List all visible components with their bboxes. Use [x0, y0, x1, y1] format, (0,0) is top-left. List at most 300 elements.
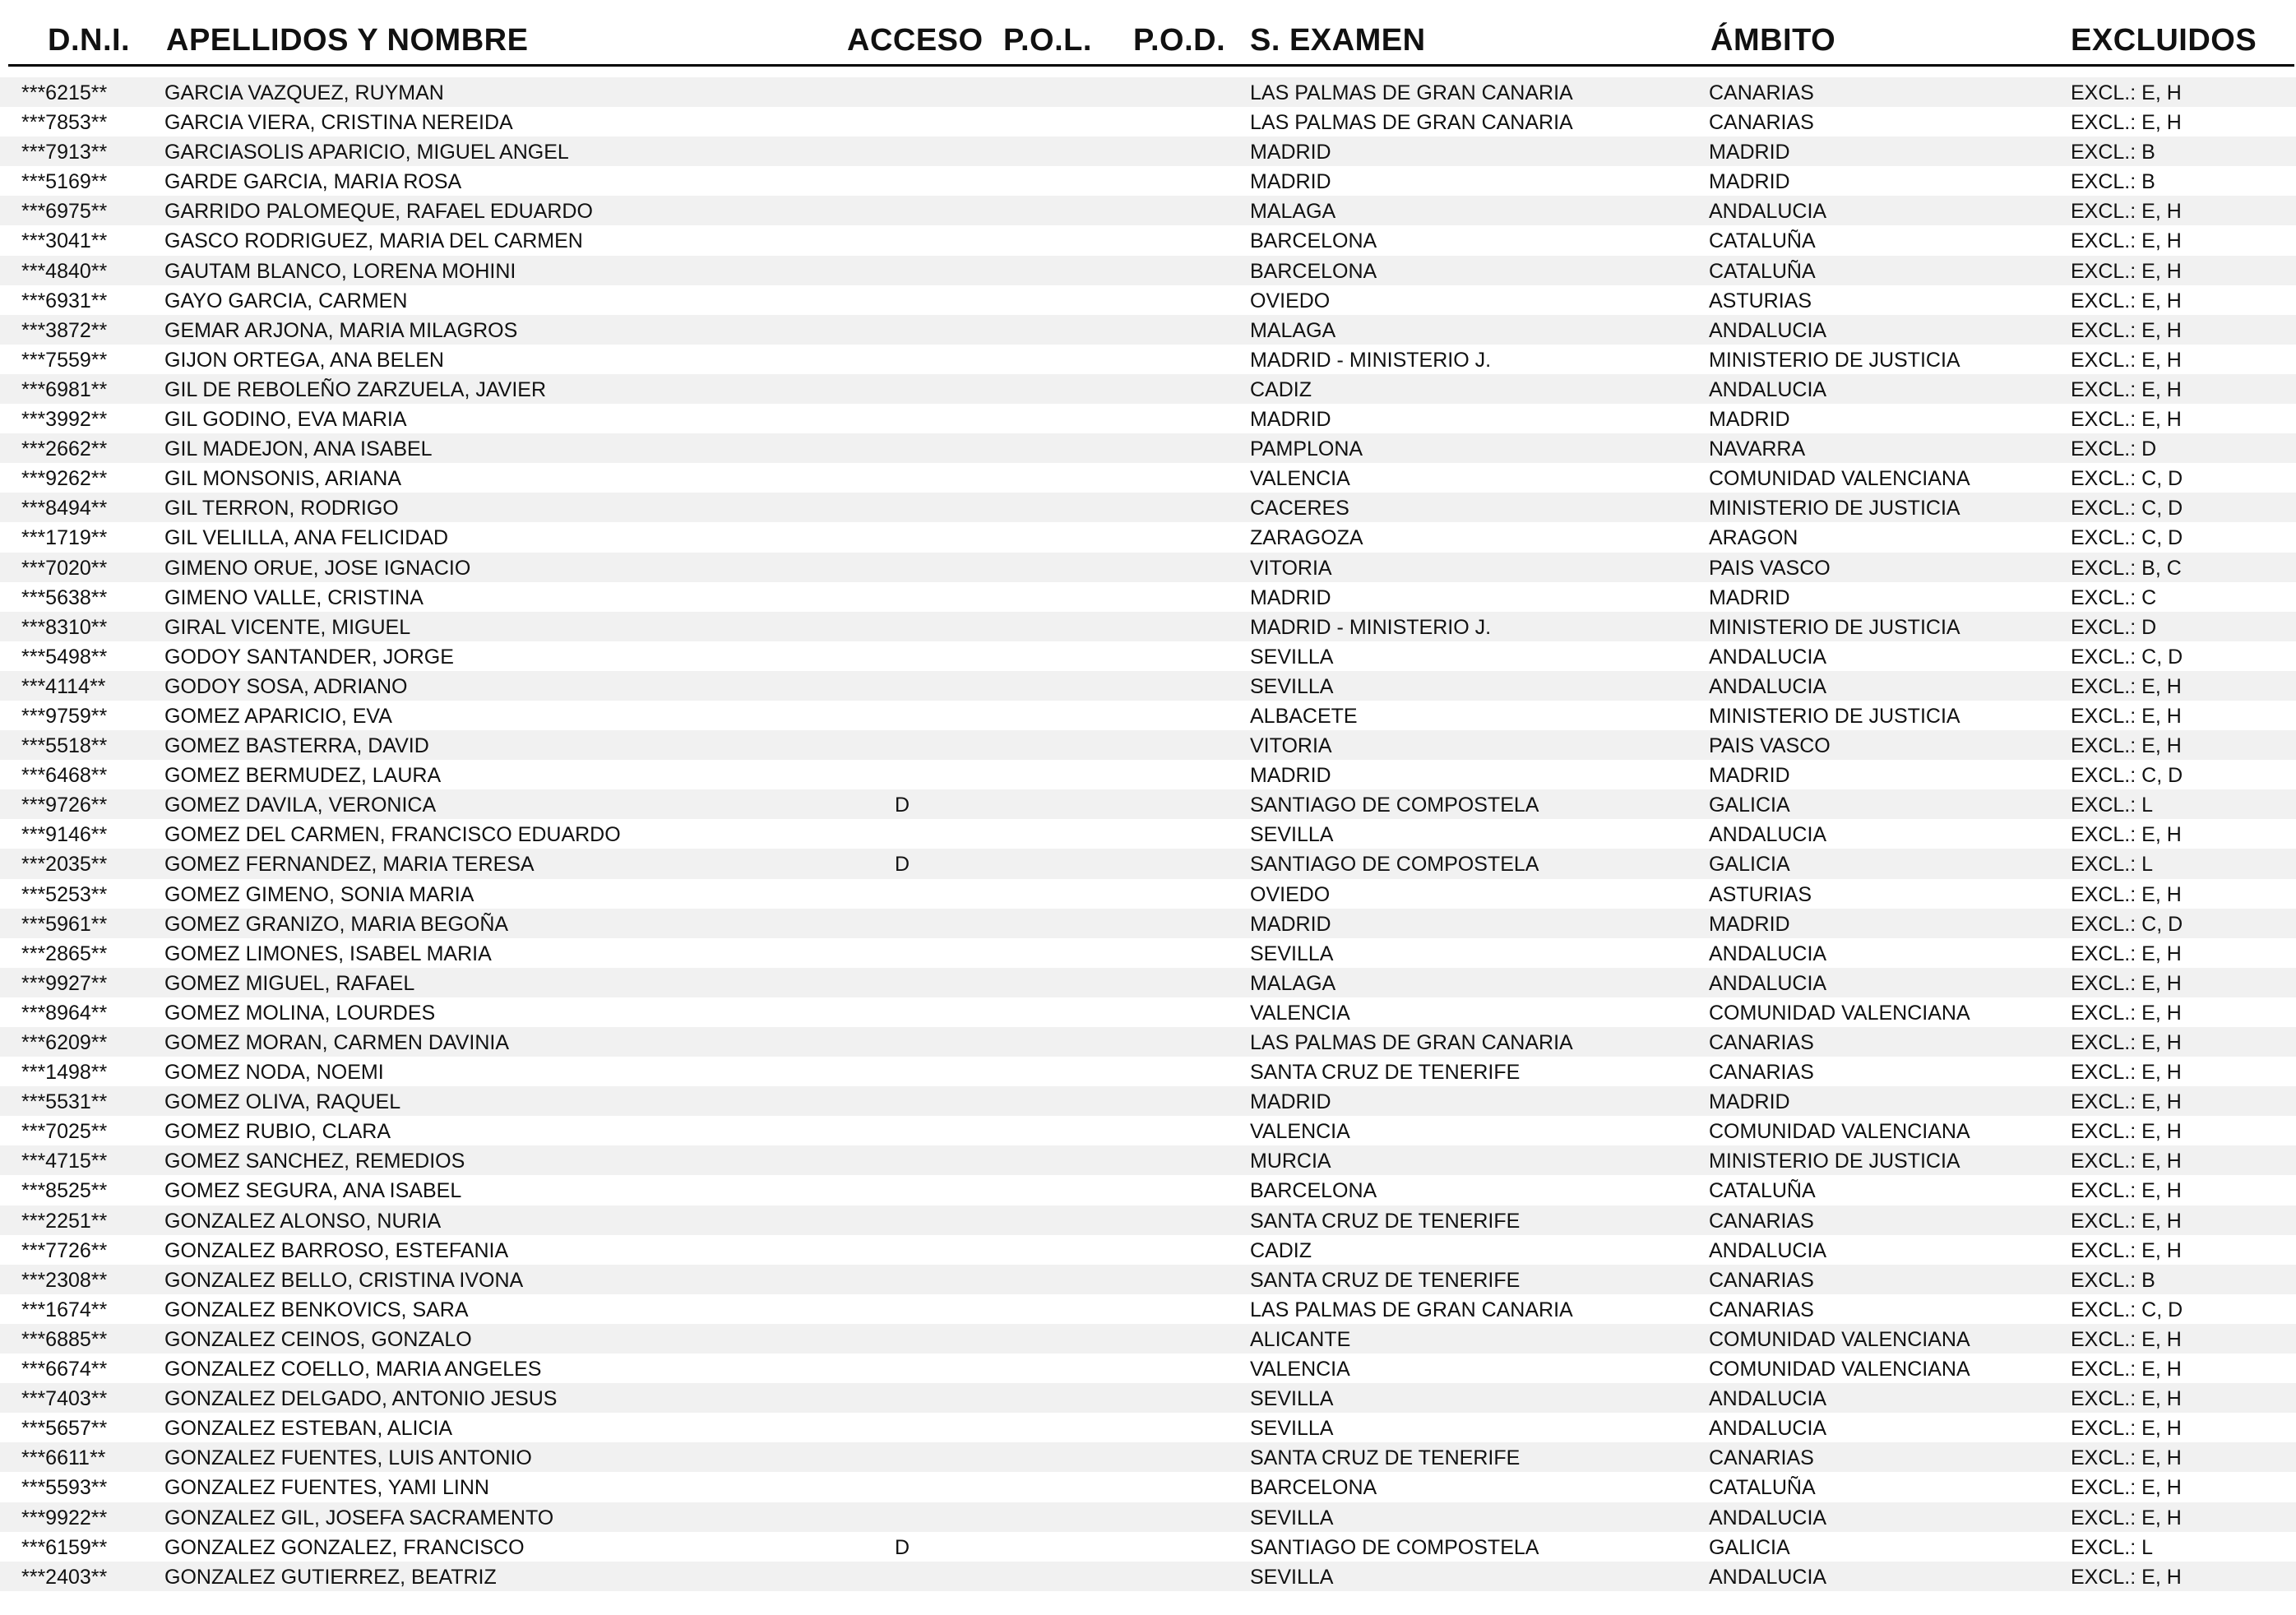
cell-nombre: GOMEZ GIMENO, SONIA MARIA	[164, 882, 474, 906]
cell-excluidos: EXCL.: E, H	[2071, 408, 2182, 432]
cell-nombre: GOMEZ FERNANDEZ, MARIA TERESA	[164, 853, 535, 877]
cell-dni: ***6674**	[21, 1358, 108, 1381]
cell-excluidos: EXCL.: D	[2071, 437, 2157, 461]
cell-ambito: ANDALUCIA	[1709, 318, 1827, 342]
cell-sede-examen: MADRID	[1250, 1090, 1331, 1114]
cell-dni: ***2403**	[21, 1565, 108, 1589]
cell-sede-examen: OVIEDO	[1250, 289, 1331, 312]
cell-ambito: CATALUÑA	[1709, 1179, 1816, 1203]
cell-sede-examen: CADIZ	[1250, 377, 1312, 401]
cell-acceso: D	[895, 853, 910, 877]
cell-dni: ***6611**	[21, 1446, 106, 1470]
cell-sede-examen: LAS PALMAS DE GRAN CANARIA	[1250, 1031, 1573, 1054]
table-row	[0, 196, 2296, 225]
cell-dni: ***3041**	[21, 229, 108, 253]
cell-dni: ***9927**	[21, 971, 108, 995]
cell-excluidos: EXCL.: E, H	[2071, 1209, 2182, 1233]
cell-dni: ***5531**	[21, 1090, 108, 1114]
cell-dni: ***2251**	[21, 1209, 108, 1233]
cell-excluidos: EXCL.: E, H	[2071, 674, 2182, 698]
cell-dni: ***2035**	[21, 853, 108, 877]
cell-ambito: CANARIAS	[1709, 111, 1814, 135]
cell-sede-examen: MALAGA	[1250, 971, 1336, 995]
cell-ambito: ANDALUCIA	[1709, 1417, 1827, 1441]
cell-excluidos: EXCL.: E, H	[2071, 1179, 2182, 1203]
cell-ambito: COMUNIDAD VALENCIANA	[1709, 467, 1970, 491]
cell-nombre: GONZALEZ CEINOS, GONZALO	[164, 1327, 472, 1351]
table-row	[0, 1175, 2296, 1205]
cell-excluidos: EXCL.: E, H	[2071, 704, 2182, 728]
cell-dni: ***1498**	[21, 1061, 108, 1085]
cell-nombre: GIMENO ORUE, JOSE IGNACIO	[164, 556, 471, 580]
table-row	[0, 1235, 2296, 1265]
table-header	[0, 18, 2296, 64]
cell-ambito: ANDALUCIA	[1709, 971, 1827, 995]
table-row	[0, 463, 2296, 493]
cell-sede-examen: LAS PALMAS DE GRAN CANARIA	[1250, 1298, 1573, 1321]
table-row	[0, 107, 2296, 137]
cell-excluidos: EXCL.: E, H	[2071, 111, 2182, 135]
cell-sede-examen: MALAGA	[1250, 318, 1336, 342]
table-row	[0, 1086, 2296, 1116]
cell-excluidos: EXCL.: E, H	[2071, 259, 2182, 283]
table-row	[0, 1265, 2296, 1294]
cell-ambito: COMUNIDAD VALENCIANA	[1709, 1358, 1970, 1381]
table-row	[0, 225, 2296, 255]
cell-nombre: GIL DE REBOLEÑO ZARZUELA, JAVIER	[164, 377, 547, 401]
cell-nombre: GARCIA VIERA, CRISTINA NEREIDA	[164, 111, 513, 135]
header-divider	[8, 64, 2294, 67]
cell-nombre: GOMEZ GRANIZO, MARIA BEGOÑA	[164, 912, 509, 936]
table-row	[0, 760, 2296, 789]
cell-sede-examen: VALENCIA	[1250, 1120, 1350, 1144]
cell-nombre: GOMEZ OLIVA, RAQUEL	[164, 1090, 401, 1114]
cell-excluidos: EXCL.: E, H	[2071, 1238, 2182, 1262]
cell-ambito: ANDALUCIA	[1709, 942, 1827, 965]
cell-excluidos: EXCL.: C, D	[2071, 497, 2183, 521]
cell-nombre: GOMEZ BASTERRA, DAVID	[164, 734, 429, 758]
header-apellidos-nombre: APELLIDOS Y NOMBRE	[166, 23, 529, 58]
table-row	[0, 1057, 2296, 1086]
cell-nombre: GAYO GARCIA, CARMEN	[164, 289, 408, 312]
cell-dni: ***8964**	[21, 1001, 108, 1025]
cell-sede-examen: MADRID	[1250, 170, 1331, 194]
cell-nombre: GONZALEZ BENKOVICS, SARA	[164, 1298, 469, 1321]
table-row	[0, 77, 2296, 107]
cell-ambito: MINISTERIO DE JUSTICIA	[1709, 497, 1960, 521]
cell-excluidos: EXCL.: E, H	[2071, 289, 2182, 312]
cell-dni: ***2308**	[21, 1268, 108, 1292]
cell-ambito: MADRID	[1709, 912, 1790, 936]
header-sede-examen: S. EXAMEN	[1250, 23, 1426, 58]
cell-nombre: GONZALEZ ESTEBAN, ALICIA	[164, 1417, 453, 1441]
cell-excluidos: EXCL.: E, H	[2071, 1001, 2182, 1025]
cell-dni: ***7403**	[21, 1387, 108, 1411]
cell-dni: ***7559**	[21, 348, 108, 372]
cell-excluidos: EXCL.: E, H	[2071, 1565, 2182, 1589]
cell-dni: ***5593**	[21, 1476, 108, 1500]
cell-dni: ***5169**	[21, 170, 108, 194]
cell-sede-examen: BARCELONA	[1250, 1476, 1377, 1500]
cell-ambito: CANARIAS	[1709, 1061, 1814, 1085]
cell-ambito: MADRID	[1709, 170, 1790, 194]
cell-ambito: CANARIAS	[1709, 1209, 1814, 1233]
cell-ambito: CATALUÑA	[1709, 1476, 1816, 1500]
cell-nombre: GONZALEZ COELLO, MARIA ANGELES	[164, 1358, 542, 1381]
table-row	[0, 1294, 2296, 1324]
table-row	[0, 1027, 2296, 1057]
cell-sede-examen: ZARAGOZA	[1250, 526, 1363, 550]
cell-ambito: ANDALUCIA	[1709, 645, 1827, 669]
cell-nombre: GARDE GARCIA, MARIA ROSA	[164, 170, 462, 194]
cell-nombre: GONZALEZ FUENTES, LUIS ANTONIO	[164, 1446, 532, 1470]
cell-nombre: GOMEZ SANCHEZ, REMEDIOS	[164, 1150, 465, 1173]
cell-sede-examen: SEVILLA	[1250, 645, 1334, 669]
cell-ambito: MINISTERIO DE JUSTICIA	[1709, 615, 1960, 639]
cell-dni: ***6159**	[21, 1535, 108, 1559]
table-body	[0, 77, 2296, 1591]
cell-dni: ***5253**	[21, 882, 108, 906]
cell-ambito: MINISTERIO DE JUSTICIA	[1709, 1150, 1960, 1173]
cell-sede-examen: SANTA CRUZ DE TENERIFE	[1250, 1061, 1521, 1085]
cell-ambito: CATALUÑA	[1709, 229, 1816, 253]
cell-acceso: D	[895, 1535, 910, 1559]
table-row	[0, 1145, 2296, 1175]
cell-excluidos: EXCL.: E, H	[2071, 942, 2182, 965]
cell-sede-examen: CACERES	[1250, 497, 1349, 521]
cell-sede-examen: MADRID	[1250, 585, 1331, 609]
cell-dni: ***4715**	[21, 1150, 108, 1173]
cell-dni: ***9922**	[21, 1506, 108, 1529]
table-row	[0, 137, 2296, 166]
table-row	[0, 1413, 2296, 1442]
cell-dni: ***5518**	[21, 734, 108, 758]
cell-dni: ***4840**	[21, 259, 108, 283]
cell-nombre: GOMEZ SEGURA, ANA ISABEL	[164, 1179, 462, 1203]
cell-sede-examen: CADIZ	[1250, 1238, 1312, 1262]
cell-nombre: GARCIA VAZQUEZ, RUYMAN	[164, 81, 444, 104]
cell-nombre: GOMEZ MOLINA, LOURDES	[164, 1001, 436, 1025]
cell-nombre: GOMEZ MORAN, CARMEN DAVINIA	[164, 1031, 510, 1054]
table-row	[0, 819, 2296, 849]
cell-dni: ***3992**	[21, 408, 108, 432]
cell-sede-examen: SANTIAGO DE COMPOSTELA	[1250, 853, 1539, 877]
cell-ambito: COMUNIDAD VALENCIANA	[1709, 1327, 1970, 1351]
cell-ambito: COMUNIDAD VALENCIANA	[1709, 1120, 1970, 1144]
cell-sede-examen: MALAGA	[1250, 200, 1336, 224]
cell-sede-examen: SEVILLA	[1250, 674, 1334, 698]
cell-nombre: GONZALEZ GONZALEZ, FRANCISCO	[164, 1535, 525, 1559]
cell-excluidos: EXCL.: E, H	[2071, 1476, 2182, 1500]
cell-excluidos: EXCL.: E, H	[2071, 1327, 2182, 1351]
cell-sede-examen: ALBACETE	[1250, 704, 1358, 728]
table-row	[0, 730, 2296, 760]
cell-dni: ***8310**	[21, 615, 108, 639]
cell-sede-examen: BARCELONA	[1250, 259, 1377, 283]
cell-dni: ***9726**	[21, 794, 108, 817]
cell-nombre: GOMEZ NODA, NOEMI	[164, 1061, 384, 1085]
cell-ambito: GALICIA	[1709, 1535, 1790, 1559]
cell-ambito: ANDALUCIA	[1709, 1387, 1827, 1411]
table-row	[0, 849, 2296, 878]
table-row	[0, 522, 2296, 552]
table-row	[0, 789, 2296, 819]
table-row	[0, 345, 2296, 374]
cell-nombre: GOMEZ MIGUEL, RAFAEL	[164, 971, 415, 995]
cell-dni: ***7853**	[21, 111, 108, 135]
cell-ambito: MADRID	[1709, 141, 1790, 164]
cell-dni: ***6931**	[21, 289, 108, 312]
table-row	[0, 1562, 2296, 1591]
table-row	[0, 997, 2296, 1027]
cell-dni: ***3872**	[21, 318, 108, 342]
cell-sede-examen: MADRID	[1250, 141, 1331, 164]
cell-excluidos: EXCL.: E, H	[2071, 1061, 2182, 1085]
cell-sede-examen: SEVILLA	[1250, 823, 1334, 847]
cell-excluidos: EXCL.: E, H	[2071, 823, 2182, 847]
table-row	[0, 582, 2296, 612]
cell-dni: ***7025**	[21, 1120, 108, 1144]
cell-ambito: MADRID	[1709, 1090, 1790, 1114]
cell-ambito: CANARIAS	[1709, 1268, 1814, 1292]
cell-dni: ***9146**	[21, 823, 108, 847]
table-row	[0, 1324, 2296, 1354]
header-excluidos: EXCLUIDOS	[2071, 23, 2257, 58]
cell-excluidos: EXCL.: E, H	[2071, 882, 2182, 906]
cell-ambito: ANDALUCIA	[1709, 1238, 1827, 1262]
cell-ambito: MINISTERIO DE JUSTICIA	[1709, 348, 1960, 372]
cell-dni: ***7726**	[21, 1238, 108, 1262]
cell-ambito: GALICIA	[1709, 853, 1790, 877]
cell-dni: ***6468**	[21, 764, 108, 788]
cell-dni: ***2662**	[21, 437, 108, 461]
cell-excluidos: EXCL.: B	[2071, 1268, 2155, 1292]
cell-ambito: ASTURIAS	[1709, 289, 1812, 312]
cell-nombre: GONZALEZ BARROSO, ESTEFANIA	[164, 1238, 509, 1262]
cell-dni: ***5498**	[21, 645, 108, 669]
cell-excluidos: EXCL.: C, D	[2071, 764, 2183, 788]
cell-acceso: D	[895, 794, 910, 817]
cell-nombre: GIRAL VICENTE, MIGUEL	[164, 615, 411, 639]
cell-ambito: CATALUÑA	[1709, 259, 1816, 283]
cell-nombre: GODOY SOSA, ADRIANO	[164, 674, 408, 698]
cell-dni: ***2865**	[21, 942, 108, 965]
cell-nombre: GONZALEZ ALONSO, NURIA	[164, 1209, 442, 1233]
table-row	[0, 879, 2296, 909]
cell-nombre: GASCO RODRIGUEZ, MARIA DEL CARMEN	[164, 229, 583, 253]
cell-ambito: ANDALUCIA	[1709, 200, 1827, 224]
cell-sede-examen: MADRID	[1250, 912, 1331, 936]
cell-dni: ***8525**	[21, 1179, 108, 1203]
cell-excluidos: EXCL.: L	[2071, 794, 2154, 817]
table-row	[0, 1502, 2296, 1532]
cell-dni: ***5638**	[21, 585, 108, 609]
cell-nombre: GIL MONSONIS, ARIANA	[164, 467, 402, 491]
cell-nombre: GIMENO VALLE, CRISTINA	[164, 585, 424, 609]
cell-sede-examen: SEVILLA	[1250, 1506, 1334, 1529]
cell-excluidos: EXCL.: E, H	[2071, 1446, 2182, 1470]
cell-excluidos: EXCL.: E, H	[2071, 200, 2182, 224]
cell-excluidos: EXCL.: E, H	[2071, 1417, 2182, 1441]
cell-excluidos: EXCL.: B	[2071, 170, 2155, 194]
cell-sede-examen: BARCELONA	[1250, 1179, 1377, 1203]
cell-nombre: GAUTAM BLANCO, LORENA MOHINI	[164, 259, 516, 283]
cell-excluidos: EXCL.: D	[2071, 615, 2157, 639]
cell-excluidos: EXCL.: B	[2071, 141, 2155, 164]
cell-sede-examen: ALICANTE	[1250, 1327, 1351, 1351]
table-row	[0, 1354, 2296, 1383]
cell-sede-examen: PAMPLONA	[1250, 437, 1363, 461]
cell-ambito: CANARIAS	[1709, 1298, 1814, 1321]
cell-ambito: ANDALUCIA	[1709, 1506, 1827, 1529]
cell-excluidos: EXCL.: E, H	[2071, 377, 2182, 401]
cell-excluidos: EXCL.: L	[2071, 1535, 2154, 1559]
table-row	[0, 641, 2296, 671]
cell-ambito: COMUNIDAD VALENCIANA	[1709, 1001, 1970, 1025]
cell-sede-examen: SANTA CRUZ DE TENERIFE	[1250, 1446, 1521, 1470]
cell-nombre: GONZALEZ FUENTES, YAMI LINN	[164, 1476, 489, 1500]
cell-excluidos: EXCL.: E, H	[2071, 1120, 2182, 1144]
cell-sede-examen: VITORIA	[1250, 556, 1332, 580]
cell-sede-examen: MADRID - MINISTERIO J.	[1250, 615, 1492, 639]
cell-excluidos: EXCL.: E, H	[2071, 1387, 2182, 1411]
cell-nombre: GONZALEZ GIL, JOSEFA SACRAMENTO	[164, 1506, 554, 1529]
cell-sede-examen: VALENCIA	[1250, 467, 1350, 491]
cell-sede-examen: MADRID	[1250, 408, 1331, 432]
cell-sede-examen: MURCIA	[1250, 1150, 1331, 1173]
cell-sede-examen: LAS PALMAS DE GRAN CANARIA	[1250, 81, 1573, 104]
table-row	[0, 256, 2296, 285]
cell-sede-examen: SEVILLA	[1250, 1387, 1334, 1411]
cell-dni: ***7020**	[21, 556, 108, 580]
table-row	[0, 938, 2296, 968]
cell-nombre: GIJON ORTEGA, ANA BELEN	[164, 348, 444, 372]
cell-excluidos: EXCL.: E, H	[2071, 318, 2182, 342]
cell-excluidos: EXCL.: E, H	[2071, 1150, 2182, 1173]
cell-ambito: CANARIAS	[1709, 1446, 1814, 1470]
cell-nombre: GONZALEZ DELGADO, ANTONIO JESUS	[164, 1387, 558, 1411]
cell-excluidos: EXCL.: E, H	[2071, 1358, 2182, 1381]
cell-nombre: GIL GODINO, EVA MARIA	[164, 408, 407, 432]
table-row	[0, 493, 2296, 522]
table-row	[0, 701, 2296, 730]
cell-nombre: GOMEZ DEL CARMEN, FRANCISCO EDUARDO	[164, 823, 621, 847]
cell-ambito: MADRID	[1709, 585, 1790, 609]
table-row	[0, 1116, 2296, 1145]
table-row	[0, 374, 2296, 404]
cell-ambito: ANDALUCIA	[1709, 377, 1827, 401]
table-row	[0, 671, 2296, 701]
header-pod: P.O.D.	[1133, 23, 1226, 58]
cell-dni: ***6215**	[21, 81, 108, 104]
cell-excluidos: EXCL.: E, H	[2071, 1506, 2182, 1529]
cell-excluidos: EXCL.: C, D	[2071, 912, 2183, 936]
table-row	[0, 1472, 2296, 1502]
table-row	[0, 433, 2296, 463]
cell-excluidos: EXCL.: E, H	[2071, 229, 2182, 253]
table-row	[0, 315, 2296, 345]
cell-excluidos: EXCL.: E, H	[2071, 734, 2182, 758]
cell-sede-examen: SEVILLA	[1250, 1417, 1334, 1441]
cell-nombre: GIL MADEJON, ANA ISABEL	[164, 437, 433, 461]
cell-ambito: NAVARRA	[1709, 437, 1806, 461]
cell-sede-examen: MADRID - MINISTERIO J.	[1250, 348, 1492, 372]
cell-ambito: ASTURIAS	[1709, 882, 1812, 906]
table-row	[0, 1532, 2296, 1562]
header-ambito: ÁMBITO	[1710, 23, 1836, 58]
table-row	[0, 968, 2296, 997]
cell-dni: ***7913**	[21, 141, 108, 164]
cell-excluidos: EXCL.: E, H	[2071, 1090, 2182, 1114]
cell-sede-examen: VALENCIA	[1250, 1001, 1350, 1025]
cell-ambito: ANDALUCIA	[1709, 674, 1827, 698]
header-dni: D.N.I.	[48, 23, 131, 58]
cell-sede-examen: OVIEDO	[1250, 882, 1331, 906]
cell-nombre: GOMEZ RUBIO, CLARA	[164, 1120, 391, 1144]
cell-sede-examen: SEVILLA	[1250, 1565, 1334, 1589]
cell-dni: ***5961**	[21, 912, 108, 936]
cell-nombre: GONZALEZ BELLO, CRISTINA IVONA	[164, 1268, 524, 1292]
cell-sede-examen: SANTA CRUZ DE TENERIFE	[1250, 1268, 1521, 1292]
cell-dni: ***6885**	[21, 1327, 108, 1351]
cell-sede-examen: SANTIAGO DE COMPOSTELA	[1250, 1535, 1539, 1559]
header-pol: P.O.L.	[1003, 23, 1092, 58]
table-row	[0, 285, 2296, 315]
cell-dni: ***6981**	[21, 377, 108, 401]
cell-dni: ***9759**	[21, 704, 108, 728]
cell-nombre: GEMAR ARJONA, MARIA MILAGROS	[164, 318, 518, 342]
table-row	[0, 166, 2296, 196]
cell-excluidos: EXCL.: C, D	[2071, 467, 2183, 491]
table-row	[0, 553, 2296, 582]
cell-excluidos: EXCL.: E, H	[2071, 348, 2182, 372]
table-row	[0, 909, 2296, 938]
cell-ambito: ARAGON	[1709, 526, 1798, 550]
cell-nombre: GIL VELILLA, ANA FELICIDAD	[164, 526, 449, 550]
cell-excluidos: EXCL.: C	[2071, 585, 2157, 609]
table-row	[0, 1205, 2296, 1235]
cell-excluidos: EXCL.: E, H	[2071, 81, 2182, 104]
cell-sede-examen: SEVILLA	[1250, 942, 1334, 965]
cell-excluidos: EXCL.: C, D	[2071, 1298, 2183, 1321]
cell-dni: ***6975**	[21, 200, 108, 224]
cell-nombre: GARRIDO PALOMEQUE, RAFAEL EDUARDO	[164, 200, 593, 224]
cell-nombre: GIL TERRON, RODRIGO	[164, 497, 399, 521]
cell-sede-examen: SANTA CRUZ DE TENERIFE	[1250, 1209, 1521, 1233]
cell-ambito: ANDALUCIA	[1709, 823, 1827, 847]
cell-nombre: GOMEZ APARICIO, EVA	[164, 704, 392, 728]
cell-sede-examen: VALENCIA	[1250, 1358, 1350, 1381]
cell-ambito: CANARIAS	[1709, 81, 1814, 104]
cell-excluidos: EXCL.: C, D	[2071, 526, 2183, 550]
cell-sede-examen: MADRID	[1250, 764, 1331, 788]
table-row	[0, 404, 2296, 433]
cell-ambito: MADRID	[1709, 764, 1790, 788]
cell-ambito: PAIS VASCO	[1709, 734, 1831, 758]
cell-ambito: PAIS VASCO	[1709, 556, 1831, 580]
table-row	[0, 1442, 2296, 1472]
cell-ambito: MADRID	[1709, 408, 1790, 432]
cell-ambito: GALICIA	[1709, 794, 1790, 817]
cell-dni: ***6209**	[21, 1031, 108, 1054]
cell-excluidos: EXCL.: E, H	[2071, 1031, 2182, 1054]
table-row	[0, 612, 2296, 641]
cell-sede-examen: LAS PALMAS DE GRAN CANARIA	[1250, 111, 1573, 135]
cell-nombre: GOMEZ BERMUDEZ, LAURA	[164, 764, 442, 788]
cell-dni: ***9262**	[21, 467, 108, 491]
cell-nombre: GODOY SANTANDER, JORGE	[164, 645, 454, 669]
cell-ambito: CANARIAS	[1709, 1031, 1814, 1054]
